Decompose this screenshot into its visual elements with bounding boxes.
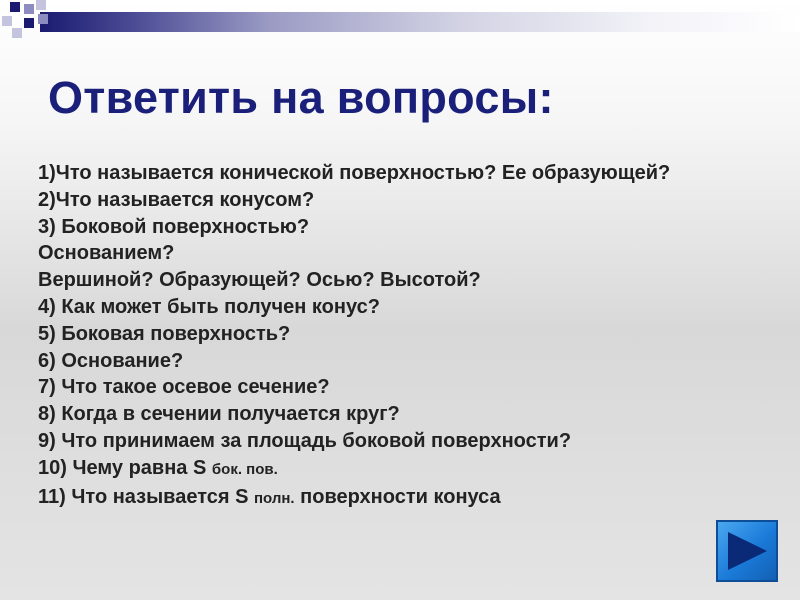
question-item: 1)Что называется конической поверхностью? Ее образующей? bbox=[38, 162, 671, 184]
question-item: 9) Что принимаем за площадь боковой поверхности? bbox=[38, 429, 572, 452]
subscript-label: бок. пов. bbox=[211, 460, 278, 478]
question-item: 3) Боковой поверхностью? bbox=[38, 215, 310, 238]
question-item: 7) Что такое осевое сечение? bbox=[38, 376, 330, 399]
next-slide-button[interactable] bbox=[716, 520, 778, 582]
slide-title: Ответить на вопросы: bbox=[48, 72, 554, 123]
question-item: Основанием? bbox=[38, 242, 175, 265]
decor-square bbox=[36, 0, 46, 10]
question-item bbox=[38, 484, 670, 513]
question-item: 5) Боковая поверхность? bbox=[38, 322, 291, 345]
question-item: Вершиной? Образующей? Осью? Высотой? bbox=[38, 269, 481, 292]
gradient-band bbox=[40, 12, 800, 32]
question-item bbox=[38, 455, 670, 484]
decor-square bbox=[38, 14, 48, 24]
question-text: 10) Чему равна S bbox=[38, 456, 207, 479]
play-arrow-icon bbox=[718, 522, 776, 580]
question-list bbox=[38, 160, 670, 512]
top-decorative-band bbox=[0, 0, 800, 40]
question-text: поверхности конуса bbox=[300, 485, 501, 508]
question-item: 2)Что называется конусом? bbox=[38, 188, 315, 211]
question-item: 4) Как может быть получен конус? bbox=[38, 295, 380, 318]
question-text: 11) Что называется S bbox=[38, 485, 249, 508]
decor-square bbox=[24, 4, 34, 14]
decor-square bbox=[2, 16, 12, 26]
question-item: 8) Когда в сечении получается круг? bbox=[38, 403, 400, 426]
subscript-label: полн. bbox=[253, 489, 295, 507]
decor-square bbox=[10, 2, 20, 12]
decor-square bbox=[12, 28, 22, 38]
question-item: 6) Основание? bbox=[38, 349, 184, 372]
decor-square bbox=[24, 18, 34, 28]
